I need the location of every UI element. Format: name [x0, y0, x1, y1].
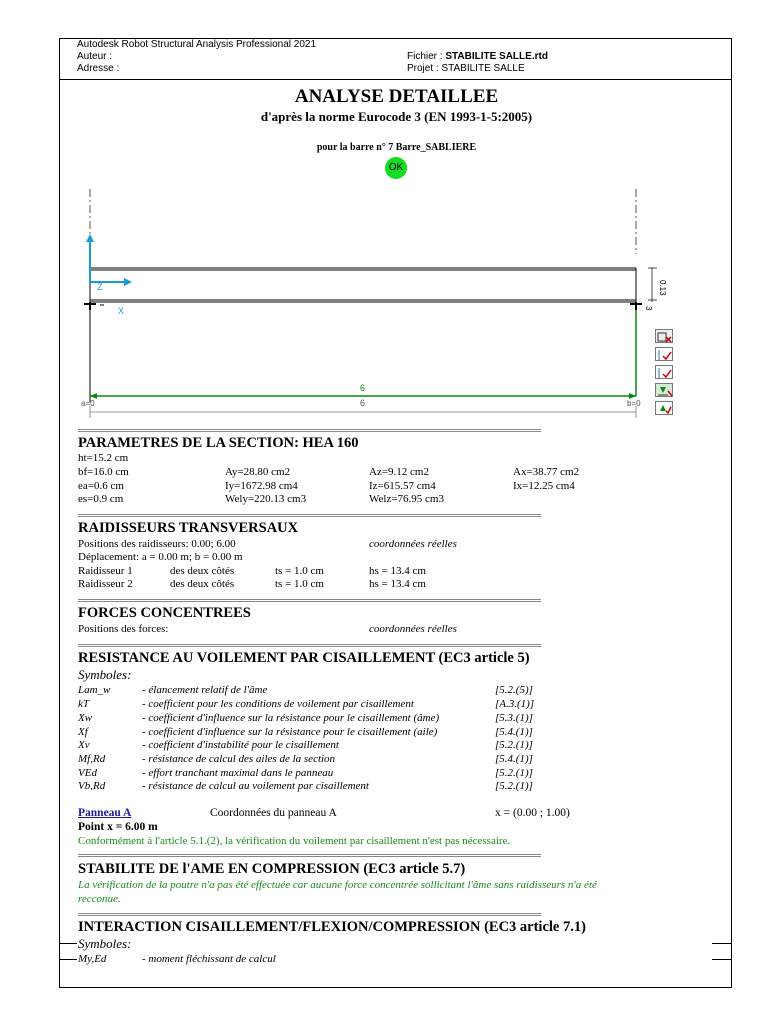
dim-a-label: a=0	[81, 399, 95, 408]
stiffener-name: Raidisseur 1	[78, 565, 133, 577]
report-header	[60, 39, 731, 80]
symbol-ref: [5.4.(1)]	[495, 753, 533, 765]
stiffener-name: Raidisseur 2	[78, 578, 133, 590]
interaction-heading: INTERACTION CISAILLEMENT/FLEXION/COMPRESSION (EC3 article 7.1)	[78, 919, 586, 935]
section-param: Iz=615.57 cm4	[369, 480, 436, 492]
symbol-desc: - coefficient d'instabilité pour le cisaillement	[142, 739, 339, 751]
stiffener-hs: hs = 13.4 cm	[369, 565, 426, 577]
web-stability-heading: STABILITE DE l'AME EN COMPRESSION (EC3 article 5.7)	[78, 861, 466, 877]
symbol-desc: - coefficient pour les conditions de voilement par cisaillement	[142, 698, 414, 710]
panel-coords-label: Coordonnées du panneau A	[210, 807, 337, 819]
force-positions: Positions des forces:	[78, 623, 169, 635]
web-note-line: recconue.	[78, 893, 121, 905]
section-heading: PARAMETRES DE LA SECTION: HEA 160	[78, 435, 359, 451]
symbol-desc: - coefficient d'influence sur la résistance pour le cisaillement (aile)	[142, 726, 438, 738]
height-dimension-label: 0.13	[658, 280, 667, 296]
span-label-grey: 6	[360, 398, 366, 408]
stiffener-hs: hs = 13.4 cm	[369, 578, 426, 590]
symbol-name: Vb,Rd	[78, 780, 106, 792]
dim-b-label: b=0	[627, 399, 641, 408]
forces-heading: FORCES CONCENTREES	[78, 605, 251, 621]
symbols-label: Symboles:	[78, 667, 132, 682]
file-label: Fichier :	[407, 51, 443, 62]
symbol-desc: - coefficient d'influence sur la résistance pour le cisaillement (âme)	[142, 712, 440, 724]
symbol-desc: - résistance de calcul au voilement par cisaillement	[142, 780, 369, 792]
symbol-name: Xw	[78, 712, 93, 724]
shear-conclusion: Conformément à l'article 5.1.(2), la vérification du voilement par cisaillement n'est pas nécessaire.	[78, 835, 511, 847]
shear-heading: RESISTANCE AU VOILEMENT PAR CISAILLEMENT (EC3 article 5)	[78, 650, 530, 666]
section-param: Ix=12.25 cm4	[513, 480, 575, 492]
symbol-ref: [5.2.(1)]	[495, 780, 533, 792]
symbol-desc: - élancement relatif de l'âme	[142, 684, 268, 696]
axes-icon	[86, 234, 132, 286]
symbol-name: My,Ed	[78, 953, 107, 965]
address-label: Adresse :	[77, 63, 120, 74]
symbol-desc: - effort tranchant maximal dans le panneau	[142, 767, 334, 779]
stiffeners-heading: RAIDISSEURS TRANSVERSAUX	[78, 520, 299, 536]
symbol-ref: [5.2.(1)]	[495, 767, 533, 779]
symbol-ref: [5.3.(1)]	[495, 712, 533, 724]
symbol-name: VEd	[78, 767, 97, 779]
web-note-line: La vérification de la poutre n'a pas été effectuée car aucune force concentrée sollicitant l'âme sans raidisseurs n'a été	[78, 879, 597, 891]
symbol-ref: [5.2.(5)]	[495, 684, 533, 696]
margin-tick	[59, 943, 77, 944]
check-icon[interactable]	[655, 347, 673, 361]
section-param: ea=0.6 cm	[78, 480, 124, 492]
symbol-ref: [5.4.(1)]	[495, 726, 533, 738]
coord-note: coordonnées réelles	[369, 538, 457, 550]
stiffener-ts: ts = 1.0 cm	[275, 565, 324, 577]
margin-tick	[712, 959, 732, 960]
check-icon[interactable]	[655, 365, 673, 379]
stiffener-ts: ts = 1.0 cm	[275, 578, 324, 590]
span-label-green: 6	[360, 383, 366, 393]
section-param: Welz=76.95 cm3	[369, 493, 444, 505]
symbol-ref: [5.2.(1)]	[495, 739, 533, 751]
remove-icon[interactable]	[655, 329, 673, 343]
symbol-desc: - résistance de calcul des ailes de la section	[142, 753, 336, 765]
add-force-icon[interactable]	[655, 383, 673, 397]
stiffener-displacement: Déplacement: a = 0.00 m; b = 0.00 m	[78, 551, 243, 563]
norm-subtitle: d'après la norme Eurocode 3 (EN 1993-1-5:2005)	[260, 109, 533, 124]
symbols-label: Symboles:	[78, 936, 132, 951]
section-param: Iy=1672.98 cm4	[225, 480, 298, 492]
axis-z-label: Z	[97, 282, 103, 292]
report-title: ANALYSE DETAILLEE	[294, 86, 499, 107]
margin-tick	[59, 959, 77, 960]
author-label: Auteur :	[77, 51, 113, 62]
symbol-name: Xf	[78, 726, 88, 738]
section-param: bf=16.0 cm	[78, 466, 129, 478]
file-name: STABILITE SALLE.rtd	[445, 51, 548, 62]
stiffener-positions: Positions des raidisseurs: 0.00; 6.00	[78, 538, 236, 550]
section-param: ht=15.2 cm	[78, 452, 129, 464]
panel-a-link[interactable]: Panneau A	[78, 807, 132, 819]
ok-status-badge: OK	[385, 157, 407, 179]
symbol-name: Xv	[78, 739, 90, 751]
point-location: Point x = 6.00 m	[78, 821, 158, 833]
stiffener-icon[interactable]	[655, 401, 673, 415]
panel-coords-value: x = (0.00 ; 1.00)	[495, 807, 570, 819]
axis-x-label: X	[118, 306, 125, 316]
beam-drawing	[60, 184, 732, 424]
symbol-name: Mf,Rd	[78, 753, 106, 765]
section-param: Ax=38.77 cm2	[513, 466, 580, 478]
stiffener-side: des deux côtés	[170, 565, 235, 577]
software-name: Autodesk Robot Structural Analysis Professional 2021	[77, 39, 317, 50]
section-param: Az=9.12 cm2	[369, 466, 429, 478]
bar-title: pour la barre n° 7 Barre_SABLIERE	[316, 142, 477, 153]
stiffener-side: des deux côtés	[170, 578, 235, 590]
project-name: STABILITE SALLE	[441, 63, 525, 74]
symbol-name: Lam_w	[78, 684, 111, 696]
project-label: Projet :	[407, 63, 439, 74]
section-param: Wely=220.13 cm3	[225, 493, 307, 505]
symbol-name: kT	[78, 698, 89, 710]
section-param: Ay=28.80 cm2	[225, 466, 291, 478]
section-param: es=0.9 cm	[78, 493, 124, 505]
coord-note: coordonnées réelles	[369, 623, 457, 635]
symbol-ref: [A.3.(1)]	[495, 698, 535, 710]
report-page	[59, 38, 732, 988]
symbol-desc: - moment fléchissant de calcul	[142, 953, 276, 965]
flange-dimension-label: 3	[644, 306, 653, 311]
margin-tick	[712, 943, 732, 944]
